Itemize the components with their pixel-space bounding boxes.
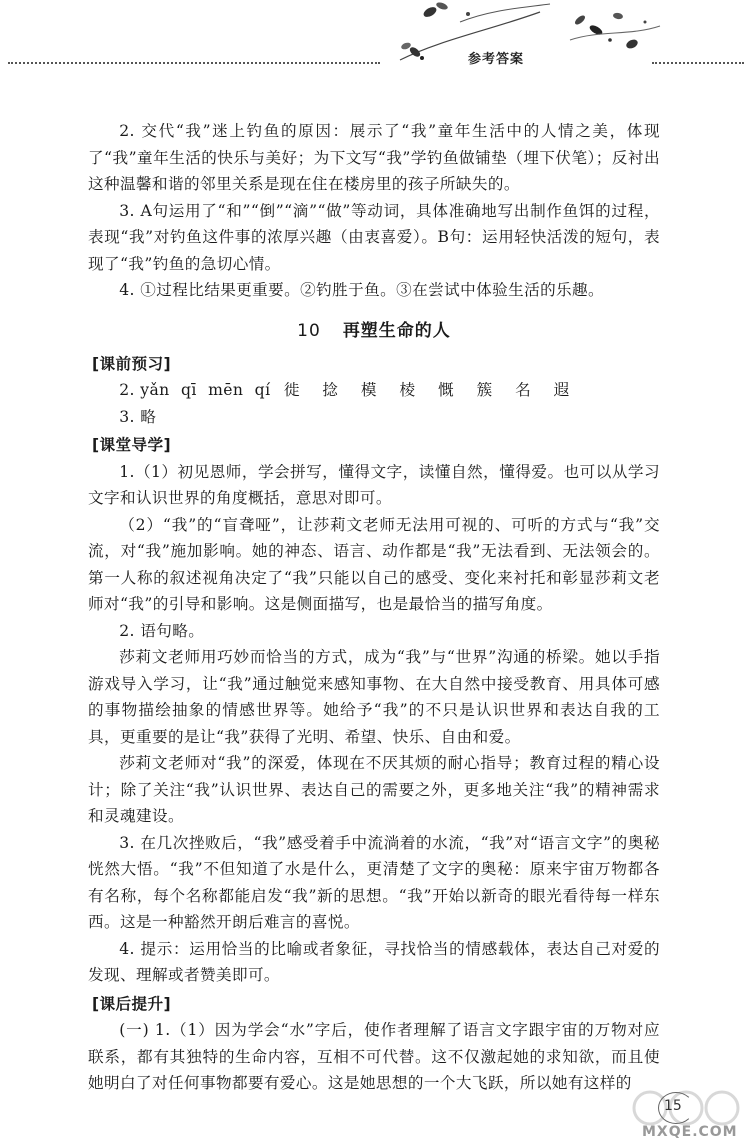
floral-decoration-icon: [370, 0, 750, 80]
answer-paragraph: 莎莉文老师对“我”的深爱，体现在不厌其烦的耐心指导；教育过程的精心设计；除了关注“我”认识世界、表达自己的需要之外，更多地关注“我”的精神需求和灵魂建设。: [88, 754, 660, 825]
answer-paragraph: 1.（1）初见恩师，学会拼写，懂得文字，读懂自然，懂得爱。也可以从学习文字和认识世界的角度概括，意思对即可。: [88, 462, 660, 507]
answer-paragraph: 2. 语句略。: [119, 621, 205, 640]
section-heading-class-study: [课堂导学]: [92, 436, 172, 454]
item-label: 2.: [119, 381, 135, 399]
preview-item-3: 3. 略: [119, 407, 157, 426]
section-heading-after-class: [课后提升]: [92, 994, 172, 1013]
lesson-name: 再塑生命的人: [342, 320, 451, 341]
section-heading-preview: [课前预习]: [92, 354, 172, 373]
lesson-number: 10: [297, 320, 321, 341]
answer-paragraph: 4. ①过程比结果更重要。②钓胜于鱼。③在尝试中体验生活的乐趣。: [119, 281, 605, 299]
answer-paragraph: 莎莉文老师用巧妙而恰当的方式，成为“我”与“世界”沟通的桥梁。她以手指游戏导入学习，让“我”通过触觉来感知事物、在大自然中接受教育、用具体可感的事物描绘抽象的情感世界等。她给予“我”的不只是认识世界和表达自我的工具，更重要的是让“我”获得了光明、希望、快乐、自由和爱。: [88, 648, 660, 746]
answer-paragraph: （2）“我”的“盲聋哑”，让莎莉文老师无法用可视的、可听的方式与“我”交流，对“我”施加影响。她的神态、语言、动作都是“我”无法看到、无法领会的。第一人称的叙述视角决定了“我”只能以自己的感受、变化来衬托和彰显莎莉文老师对“我”的引导和影响。这是侧面描写，也是最恰当的描写角度。: [88, 515, 660, 613]
lesson-title: [88, 316, 660, 341]
page-number: 15: [664, 1098, 682, 1114]
page-content: [88, 118, 660, 1097]
character-answers: 徙 捻 模 棱 慨 簇 名 遐: [283, 381, 579, 399]
answer-paragraph: 2. 交代“我”迷上钓鱼的原因：展示了“我”童年生活中的人情之美，体现了“我”童年生活的快乐与美好；为下文写“我”学钓鱼做铺垫（埋下伏笔）；反衬出这种温馨和谐的邻里关系是现在住在楼房里的孩子所缺失的。: [88, 122, 660, 193]
answer-paragraph: 3. A句运用了“和”“倒”“滴”“做”等动词，具体准确地写出制作鱼饵的过程，表现“我”对钓鱼这件事的浓厚兴趣（由衷喜爱）。B句：运用轻快活泼的短句，表现了“我”钓鱼的急切心情。: [88, 201, 660, 273]
header-divider-right: [652, 62, 744, 64]
header-divider-left: [8, 62, 380, 64]
preview-item-2: [88, 377, 660, 404]
answer-paragraph: 4. 提示：运用恰当的比喻或者象征，寻找恰当的情感载体，表达自己对爱的发现、理解或者赞美即可。: [88, 939, 660, 984]
answer-paragraph: 3. 在几次挫败后，“我”感受着手中流淌着的水流，“我”对“语言文字”的奥秘恍然大悟。“我”不但知道了水是什么，更清楚了文字的奥秘：原来宇宙万物都各有名称，每个名称都能启发“我”新的思想。“我”开始以新奇的眼光看待每一样东西。这是一种豁然开朗后难言的喜悦。: [88, 833, 660, 931]
watermark-text: MXQE.COM: [642, 1124, 738, 1140]
answer-paragraph: (一) 1.（1）因为学会“水”字后，使作者理解了语言文字跟宇宙的万物对应联系，都有其独特的生命内容，互相不可代替。这不仅激起她的求知欲，而且使她明白了对任何事物都要有爱心。这是她思想的一个大飞跃，所以她有这样的: [88, 1021, 660, 1092]
pinyin-answers: yǎn qī mēn qí: [140, 381, 271, 399]
header-title: 参考答案: [468, 52, 525, 67]
